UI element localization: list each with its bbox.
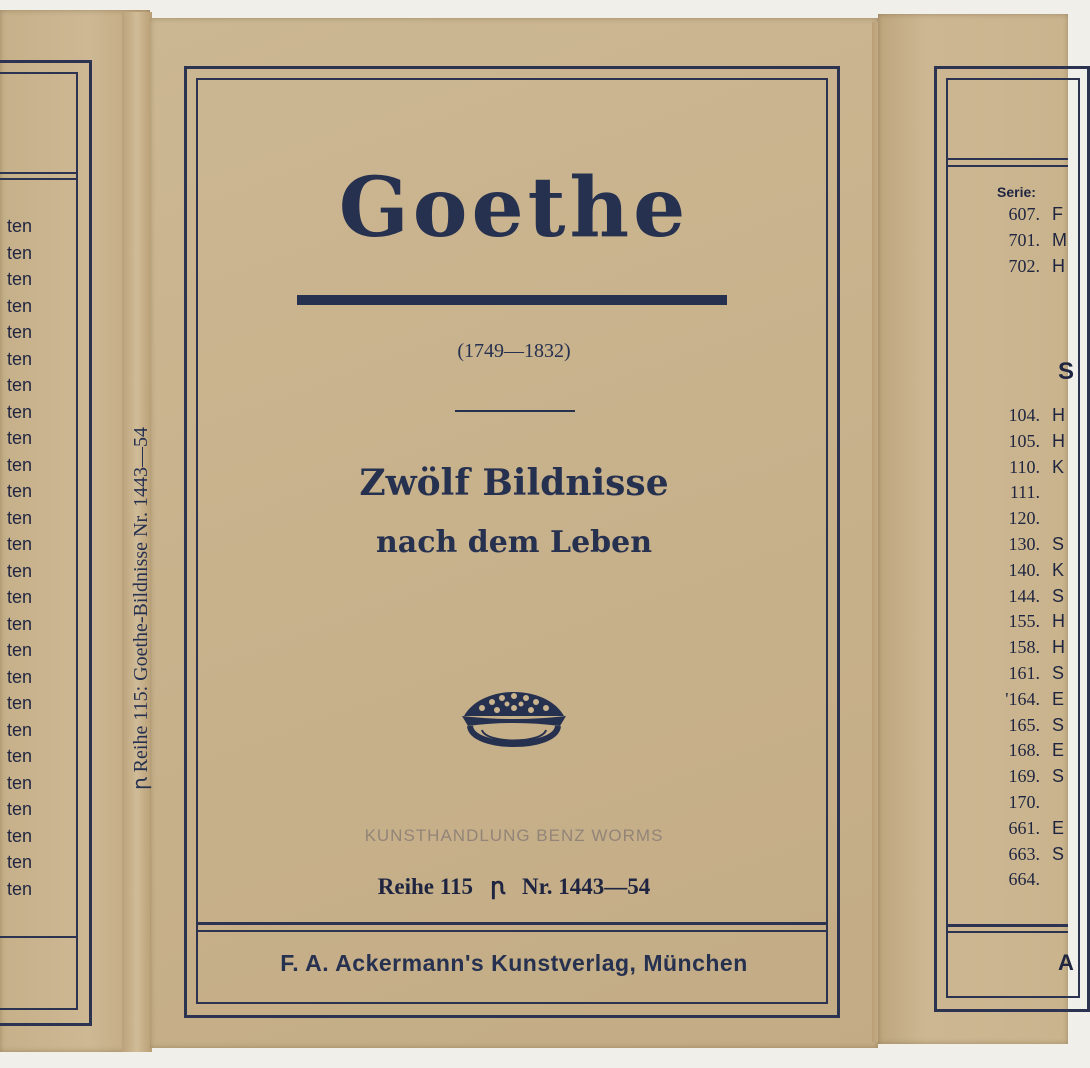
- left-panel-list-item: ten: [6, 428, 32, 448]
- list-item-number: 607.: [1008, 204, 1040, 224]
- list-item-initial: H: [1052, 430, 1065, 451]
- laurel-basket-ornament-icon: [452, 664, 576, 764]
- list-item: [996, 611, 1065, 637]
- list-item-number: 664.: [1008, 869, 1040, 890]
- list-item: [996, 534, 1065, 560]
- list-item-number: 155.: [1008, 611, 1040, 632]
- list-item: [996, 689, 1065, 715]
- left-panel-list-item: ten: [6, 534, 32, 554]
- list-item-initial: S: [1052, 843, 1065, 864]
- list-item: [996, 405, 1065, 431]
- left-panel-list-item: ten: [6, 878, 32, 899]
- list-item-initial: S: [1052, 662, 1065, 683]
- item-number: Nr. 1443—54: [522, 874, 651, 899]
- list-item: [996, 508, 1065, 534]
- list-item: [996, 869, 1065, 895]
- left-panel-list-item: ten: [6, 242, 32, 263]
- left-panel-list-item: ten: [6, 322, 32, 342]
- cover-title: Goethe: [338, 160, 690, 256]
- right-panel-rule-top: [948, 158, 1068, 160]
- right-panel-rule-bottom: [948, 924, 1068, 927]
- list-item-initial: S: [1052, 533, 1065, 554]
- list-item-initial: M: [1052, 229, 1067, 250]
- list-item-initial: H: [1052, 637, 1065, 658]
- list-item-initial: H: [1052, 611, 1065, 632]
- list-item: [996, 482, 1065, 508]
- list-item-number: 111.: [1009, 482, 1040, 503]
- list-item: [996, 740, 1065, 766]
- list-item-number: 168.: [1008, 740, 1040, 761]
- list-item-number: 110.: [1009, 456, 1040, 477]
- list-item-number: 165.: [1008, 714, 1040, 735]
- dealer-stamp: KUNSTHANDLUNG BENZ WORMS: [364, 826, 664, 845]
- left-panel-list-item: ten: [6, 401, 32, 422]
- cover-footer-rule-1: [198, 922, 826, 925]
- list-item-number: 170.: [1008, 791, 1040, 812]
- left-panel-rule-top: [0, 172, 76, 174]
- left-panel-list-item: ten: [6, 295, 32, 316]
- life-dates: (1749—1832): [457, 340, 571, 362]
- right-panel-rule-top2: [948, 165, 1068, 167]
- list-item-number: 702.: [1008, 255, 1040, 276]
- list-item: [996, 663, 1065, 689]
- list-item-initial: S: [1052, 766, 1065, 787]
- list-item: [996, 715, 1065, 741]
- list-item: [996, 560, 1065, 586]
- left-panel-list-item: ten: [6, 560, 32, 581]
- left-panel-list-item: ten: [6, 772, 32, 793]
- list-item-number: 105.: [1008, 430, 1040, 451]
- list-item-initial: F: [1052, 204, 1063, 224]
- left-panel-list-item: ten: [6, 799, 32, 819]
- list-item-number: 701.: [1008, 229, 1040, 250]
- list-item-initial: K: [1052, 559, 1065, 580]
- right-panel-top-list: [996, 204, 1067, 281]
- list-item: [996, 431, 1065, 457]
- series-mark: ꞃ: [490, 874, 505, 899]
- right-panel-list: [996, 405, 1065, 895]
- left-panel-rule-bottom: [0, 936, 76, 938]
- left-panel-list-item: ten: [6, 454, 32, 475]
- list-item-initial: S: [1052, 714, 1065, 735]
- left-panel-list-item: ten: [6, 852, 32, 872]
- left-panel-list-item: ten: [6, 216, 32, 236]
- list-item: [996, 586, 1065, 612]
- subtitle-line-2: nach dem Leben: [375, 525, 653, 560]
- left-panel-list-item: ten: [6, 825, 32, 846]
- list-item: [996, 256, 1067, 282]
- list-item-number: 663.: [1008, 843, 1040, 864]
- list-item-initial: S: [1052, 585, 1065, 606]
- cover-footer-rule-2: [198, 930, 826, 932]
- right-panel-rule-bottom2: [948, 931, 1068, 933]
- list-item-number: 104.: [1008, 405, 1040, 425]
- list-item-number: 130.: [1008, 533, 1040, 554]
- left-panel-list: [0, 216, 32, 905]
- left-panel-list-item: ten: [6, 269, 32, 289]
- left-panel-list-item: ten: [6, 587, 32, 607]
- left-panel-list-item: ten: [6, 640, 32, 660]
- left-panel-list-item: ten: [6, 613, 32, 634]
- list-item: [996, 230, 1067, 256]
- publisher-imprint: F. A. Ackermann's Kunstverlag, München: [280, 950, 748, 976]
- list-item: [996, 204, 1067, 230]
- list-item: [996, 844, 1065, 870]
- left-panel-rule-top2: [0, 178, 76, 180]
- list-item-number: 158.: [1008, 637, 1040, 658]
- list-item-number: 169.: [1008, 766, 1040, 787]
- left-panel-list-item: ten: [6, 375, 32, 395]
- right-panel-footer-fragment: A: [1058, 950, 1074, 975]
- title-underline: [297, 295, 727, 305]
- series-number: Reihe 115: [377, 874, 473, 899]
- list-item-initial: K: [1052, 456, 1065, 477]
- serie-label: Serie:: [997, 184, 1036, 200]
- list-item: [996, 766, 1065, 792]
- left-panel-list-item: ten: [6, 507, 32, 528]
- left-panel-list-item: ten: [6, 666, 32, 687]
- left-panel-list-item: ten: [6, 481, 32, 501]
- list-item-number: 140.: [1008, 559, 1040, 580]
- left-panel-list-item: ten: [6, 348, 32, 369]
- list-item-initial: H: [1052, 255, 1065, 276]
- list-item: [996, 792, 1065, 818]
- list-item-number: '164.: [1005, 688, 1040, 709]
- list-item-initial: E: [1052, 688, 1065, 709]
- list-item-number: 144.: [1008, 585, 1040, 606]
- list-item-initial: H: [1052, 405, 1065, 425]
- list-item-number: 661.: [1008, 817, 1040, 838]
- subtitle-line-1: Zwölf Bildnisse: [359, 462, 669, 504]
- list-item-initial: E: [1052, 740, 1065, 761]
- left-panel-list-item: ten: [6, 719, 32, 740]
- spine-label: ꞃ Reihe 115: Goethe-Bildnisse Nr. 1443—54: [130, 426, 152, 790]
- right-panel-heading-fragment: S: [1058, 358, 1075, 385]
- list-item-number: 120.: [1008, 508, 1040, 529]
- list-item-initial: E: [1052, 817, 1065, 838]
- left-panel-list-item: ten: [6, 746, 32, 766]
- list-item: [996, 457, 1065, 483]
- series-line: [150, 874, 878, 900]
- list-item: [996, 818, 1065, 844]
- left-panel-list-item: ten: [6, 693, 32, 713]
- list-item-number: 161.: [1008, 662, 1040, 683]
- divider-rule: [455, 410, 575, 412]
- list-item: [996, 637, 1065, 663]
